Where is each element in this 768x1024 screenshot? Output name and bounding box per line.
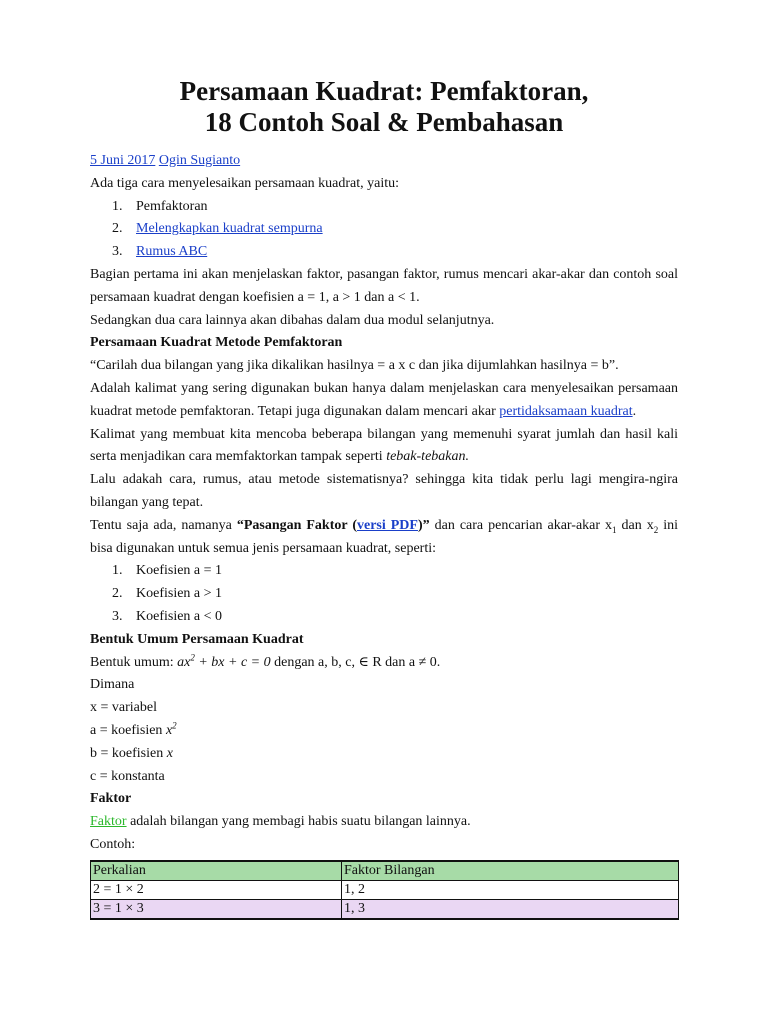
pertidaksamaan-kuadrat-link[interactable]: pertidaksamaan kuadrat xyxy=(499,403,633,419)
def-text: a = koefisien xyxy=(90,722,166,738)
superscript: 2 xyxy=(172,720,177,731)
formula xyxy=(177,651,271,670)
paragraph-text: ini bisa digunakan untuk semua jenis persamaan kuadrat, seperti: xyxy=(90,517,678,556)
contoh-label: Contoh: xyxy=(90,836,136,852)
paragraph-text: dan cara pencarian akar-akar x xyxy=(429,517,613,533)
section-heading-bentuk-umum xyxy=(90,629,678,652)
table-header-row xyxy=(91,861,679,881)
italic-text: tebak-tebakan. xyxy=(386,449,469,465)
versi-pdf-link[interactable]: versi PDF xyxy=(357,517,418,533)
subscript: 1 xyxy=(612,524,617,535)
bentuk-umum-line xyxy=(90,652,678,675)
paragraph-text: dengan a, b, c, ∈ R dan a ≠ 0. xyxy=(270,654,441,670)
quote-text: “Carilah dua bilangan yang jika dikalikan hasilnya = a x c dan jika dijumlahkan hasilnya = b”. xyxy=(90,358,619,374)
table-header-cell: Faktor Bilangan xyxy=(342,861,679,881)
list-item xyxy=(90,606,678,629)
heading-text: Bentuk Umum Persamaan Kuadrat xyxy=(90,631,304,647)
faktor-link[interactable]: Faktor xyxy=(90,814,127,830)
list-item xyxy=(90,218,678,241)
faktor-table xyxy=(90,860,679,920)
heading-text: Persamaan Kuadrat Metode Pemfaktoran xyxy=(90,335,343,351)
paragraph-modul: Sedangkan dua cara lainnya akan dibahas dalam dua modul selanjutnya. xyxy=(90,312,495,328)
paragraph-pasangan-faktor xyxy=(90,515,678,561)
methods-list xyxy=(90,196,678,264)
paragraph-tebak xyxy=(90,424,678,470)
def-c: c = konstanta xyxy=(90,768,165,784)
def-text: b = koefisien xyxy=(90,745,167,761)
formula-part: ax xyxy=(177,654,191,670)
table-cell: 1, 3 xyxy=(342,899,679,919)
koefisien-label: Koefisien a = 1 xyxy=(136,563,223,579)
title-line-1: Persamaan Kuadrat: Pemfaktoran, xyxy=(179,76,589,106)
def-a xyxy=(90,720,678,743)
page-title xyxy=(90,76,678,138)
paragraph-faktor-intro: Bagian pertama ini akan menjelaskan faktor, pasangan faktor, rumus mencari akar-akar dan contoh soal persamaan kuadrat dengan koefisien a = 1, a > 1 dan a < 1. xyxy=(90,266,678,305)
heading-text: Faktor xyxy=(90,791,132,807)
paragraph-text: Kalimat yang membuat kita mencoba beberapa bilangan yang memenuhi syarat jumlah dan hasil kali serta menjadikan cara memfaktorkan tampak seperti xyxy=(90,426,678,465)
table-row xyxy=(91,899,679,919)
formula-part: + bx + c = 0 xyxy=(194,654,271,670)
method-label: Pemfaktoran xyxy=(136,198,208,214)
method-link-melengkapkan[interactable]: Melengkapkan kuadrat sempurna xyxy=(136,221,323,237)
list-item xyxy=(90,196,678,219)
koefisien-label: Koefisien a > 1 xyxy=(136,586,223,602)
def-b xyxy=(90,743,678,766)
intro-text: Ada tiga cara menyelesaikan persamaan kuadrat, yaitu: xyxy=(90,175,400,191)
table-cell: 1, 2 xyxy=(342,880,679,899)
pasangan-faktor-bold: “Pasangan Faktor (versi PDF)” xyxy=(236,517,430,533)
list-number: 3. xyxy=(112,608,123,624)
koefisien-list xyxy=(90,560,678,628)
list-number: 3. xyxy=(112,244,123,260)
list-item xyxy=(90,241,678,264)
list-number: 2. xyxy=(112,221,123,237)
list-number: 1. xyxy=(112,198,123,214)
faktor-definition xyxy=(90,811,678,834)
list-item xyxy=(90,583,678,606)
section-heading-pemfaktoran xyxy=(90,332,678,355)
koefisien-label: Koefisien a < 0 xyxy=(136,608,223,624)
title-line-2: 18 Contoh Soal & Pembahasan xyxy=(204,107,564,137)
paragraph-kalimat: Adalah kalimat yang sering digunakan bukan hanya dalam menjelaskan cara menyelesaikan persamaan kuadrat metode pemfaktoran. Tetapi juga digunakan dalam mencari akar pertidaksamaan kuadrat. xyxy=(90,380,678,419)
paragraph-text: Adalah kalimat yang sering digunakan bukan hanya dalam menjelaskan cara menyelesaikan persamaan kuadrat metode pemfaktoran. Tetapi juga digunakan dalam mencari akar xyxy=(90,380,678,419)
paragraph-text: Tentu saja ada, namanya xyxy=(90,517,237,533)
superscript: 2 xyxy=(190,651,195,662)
list-item xyxy=(90,560,678,583)
author-link[interactable]: Ogin Sugianto xyxy=(158,153,241,168)
section-heading-faktor xyxy=(90,788,678,811)
paragraph-text: adalah bilangan yang membagi habis suatu bilangan lainnya. xyxy=(126,814,471,830)
dimana-label: Dimana xyxy=(90,677,135,693)
paragraph-metode: Lalu adakah cara, rumus, atau metode sistematisnya? sehingga kita tidak perlu lagi mengira-ngira bilangan yang tepat. xyxy=(90,472,678,510)
list-number: 2. xyxy=(112,586,123,602)
table-cell: 2 = 1 × 2 xyxy=(91,880,342,899)
formula: x xyxy=(166,745,173,761)
paragraph-text: dan x xyxy=(616,517,654,533)
formula: $x^2$ xyxy=(165,720,177,738)
list-number: 1. xyxy=(112,563,123,579)
method-link-rumus-abc[interactable]: Rumus ABC xyxy=(136,244,208,260)
table-header-cell: Perkalian xyxy=(91,861,342,881)
paragraph-text: Bentuk umum: xyxy=(90,654,178,670)
table-cell: 3 = 1 × 3 xyxy=(91,899,342,919)
post-date-link[interactable]: 5 Juni 2017 xyxy=(90,153,156,168)
post-meta xyxy=(90,150,678,173)
table-row xyxy=(91,880,679,899)
subscript: 2 xyxy=(653,524,659,535)
def-x: x = variabel xyxy=(90,700,157,716)
bold-text: “Pasangan Faktor xyxy=(236,517,348,533)
